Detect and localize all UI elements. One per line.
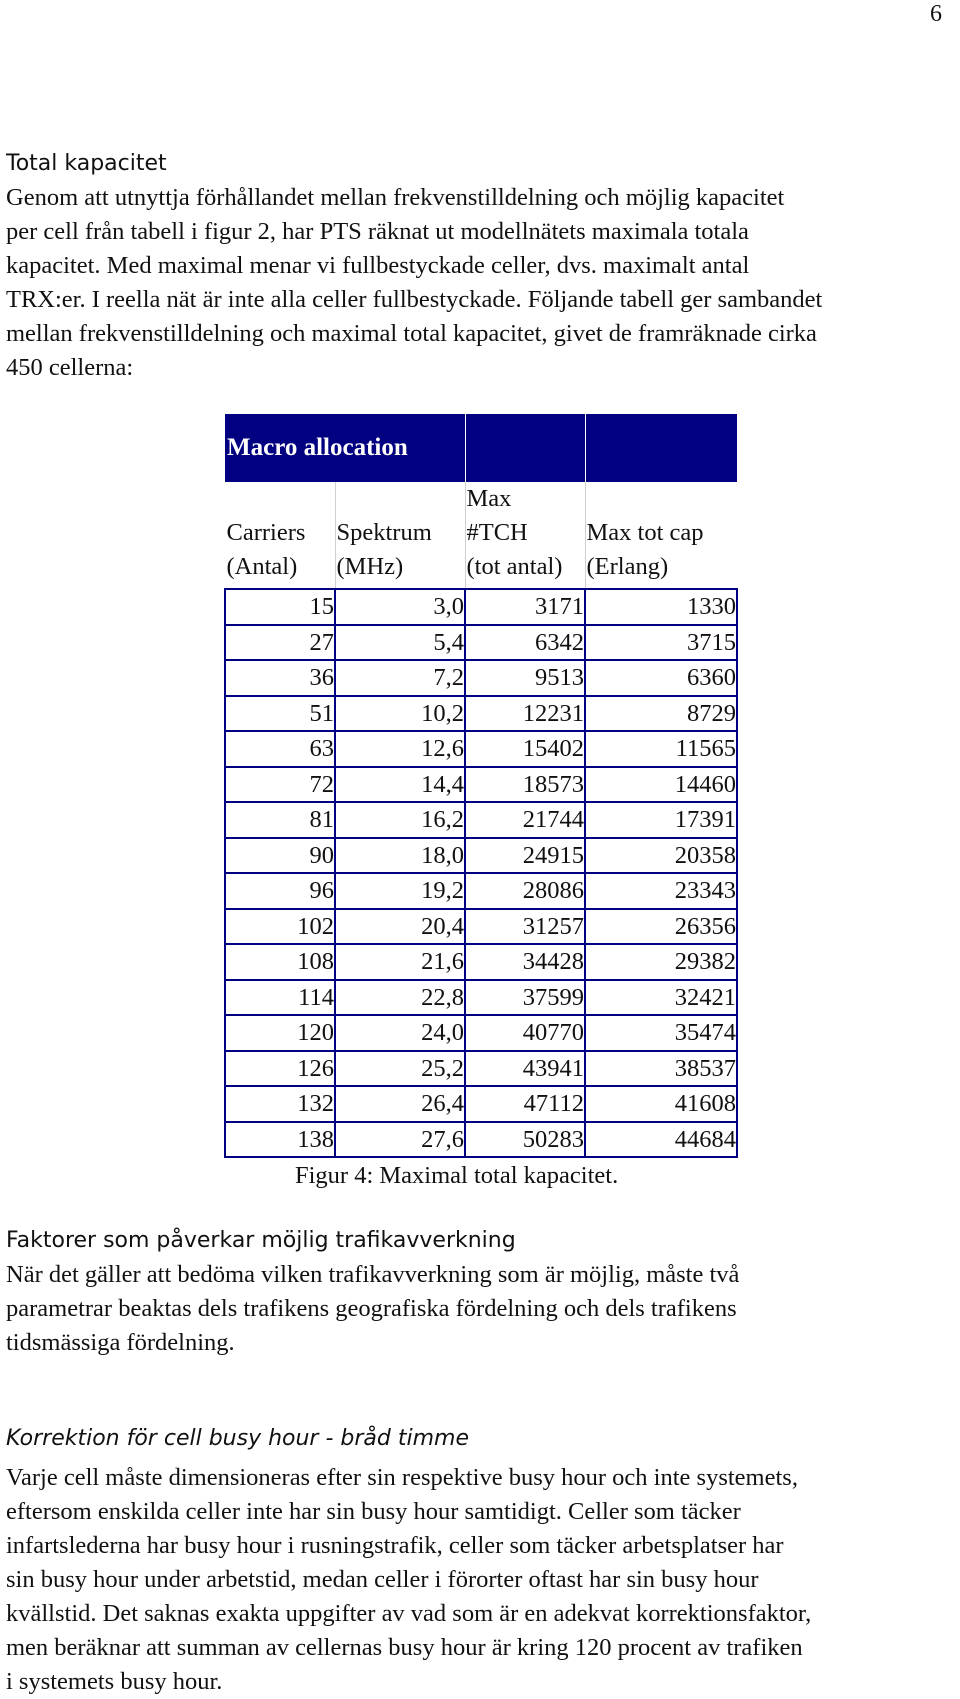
header-line: (MHz) xyxy=(336,553,404,580)
table-row xyxy=(225,660,737,696)
header-line: Max tot cap xyxy=(586,519,704,546)
cell-carriers: 96 xyxy=(225,873,335,909)
cell-spektrum: 21,6 xyxy=(335,944,465,980)
cell-max-tch: 28086 xyxy=(465,873,585,909)
cell-max-tot-cap: 35474 xyxy=(585,1015,737,1051)
cell-max-tot-cap: 14460 xyxy=(585,767,737,803)
paragraph-total-capacity xyxy=(6,181,956,385)
cell-max-tch: 31257 xyxy=(465,909,585,945)
cell-carriers: 15 xyxy=(225,589,335,625)
cell-max-tot-cap: 26356 xyxy=(585,909,737,945)
cell-spektrum: 7,2 xyxy=(335,660,465,696)
table-header-row xyxy=(225,482,737,589)
cell-spektrum: 5,4 xyxy=(335,625,465,661)
table-row xyxy=(225,1015,737,1051)
text-line: i systemets busy hour. xyxy=(6,1668,223,1695)
header-line: (tot antal) xyxy=(466,553,563,580)
column-header-max-tot-cap xyxy=(585,482,737,589)
cell-max-tot-cap: 41608 xyxy=(585,1086,737,1122)
cell-carriers: 126 xyxy=(225,1051,335,1087)
header-line: Carriers xyxy=(226,519,306,546)
text-line: men beräknar att summan av cellernas busy hour är kring 120 procent av trafiken xyxy=(6,1634,803,1661)
cell-spektrum: 12,6 xyxy=(335,731,465,767)
cell-carriers: 120 xyxy=(225,1015,335,1051)
table-row xyxy=(225,1051,737,1087)
cell-max-tch: 15402 xyxy=(465,731,585,767)
text-line: Genom att utnyttja förhållandet mellan frekvenstilldelning och möjlig kapacitet xyxy=(6,184,785,211)
cell-carriers: 81 xyxy=(225,802,335,838)
cell-max-tot-cap: 29382 xyxy=(585,944,737,980)
cell-max-tot-cap: 1330 xyxy=(585,589,737,625)
text-line: sin busy hour under arbetstid, medan celler i förorter oftast har sin busy hour xyxy=(6,1566,759,1593)
cell-max-tch: 50283 xyxy=(465,1122,585,1158)
header-line: #TCH xyxy=(466,519,528,546)
text-line: När det gäller att bedöma vilken trafikavverkning som är möjlig, måste två xyxy=(6,1261,740,1288)
cell-carriers: 138 xyxy=(225,1122,335,1158)
cell-max-tch: 24915 xyxy=(465,838,585,874)
cell-spektrum: 24,0 xyxy=(335,1015,465,1051)
cell-max-tch: 34428 xyxy=(465,944,585,980)
macro-allocation-table-container xyxy=(224,414,738,1158)
text-line: parametrar beaktas dels trafikens geografiska fördelning och dels trafikens xyxy=(6,1295,737,1322)
cell-max-tot-cap: 6360 xyxy=(585,660,737,696)
text-line: per cell från tabell i figur 2, har PTS räknat ut modellnätets maximala totala xyxy=(6,218,749,245)
table-row xyxy=(225,838,737,874)
table-row xyxy=(225,625,737,661)
table-title-row xyxy=(225,414,737,482)
table-row xyxy=(225,873,737,909)
cell-max-tch: 6342 xyxy=(465,625,585,661)
cell-carriers: 51 xyxy=(225,696,335,732)
section-heading-total-capacity: Total kapacitet xyxy=(6,151,167,176)
cell-max-tch: 12231 xyxy=(465,696,585,732)
cell-max-tot-cap: 38537 xyxy=(585,1051,737,1087)
macro-allocation-table xyxy=(224,414,738,1158)
header-line: (Antal) xyxy=(226,553,298,580)
cell-spektrum: 10,2 xyxy=(335,696,465,732)
cell-spektrum: 3,0 xyxy=(335,589,465,625)
section-heading-factors: Faktorer som påverkar möjlig trafikavverkning xyxy=(6,1228,516,1253)
table-row xyxy=(225,980,737,1016)
cell-max-tch: 3171 xyxy=(465,589,585,625)
cell-spektrum: 16,2 xyxy=(335,802,465,838)
table-row xyxy=(225,589,737,625)
cell-carriers: 63 xyxy=(225,731,335,767)
cell-max-tot-cap: 23343 xyxy=(585,873,737,909)
text-line: tidsmässiga fördelning. xyxy=(6,1329,235,1356)
table-row xyxy=(225,1086,737,1122)
cell-carriers: 132 xyxy=(225,1086,335,1122)
cell-spektrum: 25,2 xyxy=(335,1051,465,1087)
cell-spektrum: 26,4 xyxy=(335,1086,465,1122)
cell-max-tot-cap: 8729 xyxy=(585,696,737,732)
cell-max-tch: 9513 xyxy=(465,660,585,696)
text-line: kapacitet. Med maximal menar vi fullbestyckade celler, dvs. maximalt antal xyxy=(6,252,750,279)
table-title: Macro allocation xyxy=(225,414,465,482)
table-row xyxy=(225,944,737,980)
text-line: TRX:er. I reella nät är inte alla celler fullbestyckade. Följande tabell ger sambandet xyxy=(6,286,823,313)
table-row xyxy=(225,1122,737,1158)
table-row xyxy=(225,696,737,732)
cell-max-tot-cap: 11565 xyxy=(585,731,737,767)
text-line: infartslederna har busy hour i rusningstrafik, celler som täcker arbetsplatser har xyxy=(6,1532,784,1559)
cell-carriers: 36 xyxy=(225,660,335,696)
header-line: Spektrum xyxy=(336,519,432,546)
cell-carriers: 72 xyxy=(225,767,335,803)
cell-max-tot-cap: 32421 xyxy=(585,980,737,1016)
cell-max-tot-cap: 20358 xyxy=(585,838,737,874)
cell-spektrum: 14,4 xyxy=(335,767,465,803)
cell-spektrum: 27,6 xyxy=(335,1122,465,1158)
table-title-cell-empty xyxy=(585,414,737,482)
paragraph-factors xyxy=(6,1258,956,1360)
cell-spektrum: 20,4 xyxy=(335,909,465,945)
cell-carriers: 108 xyxy=(225,944,335,980)
cell-spektrum: 19,2 xyxy=(335,873,465,909)
cell-carriers: 90 xyxy=(225,838,335,874)
cell-carriers: 27 xyxy=(225,625,335,661)
cell-max-tch: 40770 xyxy=(465,1015,585,1051)
table-row xyxy=(225,731,737,767)
figure-caption: Figur 4: Maximal total kapacitet. xyxy=(295,1162,619,1189)
text-line: mellan frekvenstilldelning och maximal total kapacitet, givet de framräknade cirka xyxy=(6,320,817,347)
section-heading-busy-hour: Korrektion för cell busy hour - bråd timme xyxy=(6,1426,469,1451)
text-line: eftersom enskilda celler inte har sin busy hour samtidigt. Celler som täcker xyxy=(6,1498,741,1525)
cell-spektrum: 18,0 xyxy=(335,838,465,874)
cell-spektrum: 22,8 xyxy=(335,980,465,1016)
cell-max-tch: 37599 xyxy=(465,980,585,1016)
cell-max-tch: 47112 xyxy=(465,1086,585,1122)
page-number: 6 xyxy=(930,1,942,27)
table-title-cell-empty xyxy=(465,414,585,482)
table-row xyxy=(225,802,737,838)
header-line: (Erlang) xyxy=(586,553,669,580)
column-header-max-tch xyxy=(465,482,585,589)
text-line: 450 cellerna: xyxy=(6,354,134,381)
cell-max-tot-cap: 17391 xyxy=(585,802,737,838)
text-line: kvällstid. Det saknas exakta uppgifter av vad som är en adekvat korrektionsfaktor, xyxy=(6,1600,812,1627)
cell-max-tch: 43941 xyxy=(465,1051,585,1087)
cell-max-tch: 21744 xyxy=(465,802,585,838)
table-row xyxy=(225,767,737,803)
header-line: Max xyxy=(466,485,512,512)
table-row xyxy=(225,909,737,945)
cell-max-tot-cap: 3715 xyxy=(585,625,737,661)
cell-carriers: 114 xyxy=(225,980,335,1016)
paragraph-busy-hour xyxy=(6,1461,956,1699)
text-line: Varje cell måste dimensioneras efter sin respektive busy hour och inte systemets, xyxy=(6,1464,798,1491)
column-header-carriers xyxy=(225,482,335,589)
cell-max-tot-cap: 44684 xyxy=(585,1122,737,1158)
column-header-spektrum xyxy=(335,482,465,589)
cell-max-tch: 18573 xyxy=(465,767,585,803)
cell-carriers: 102 xyxy=(225,909,335,945)
